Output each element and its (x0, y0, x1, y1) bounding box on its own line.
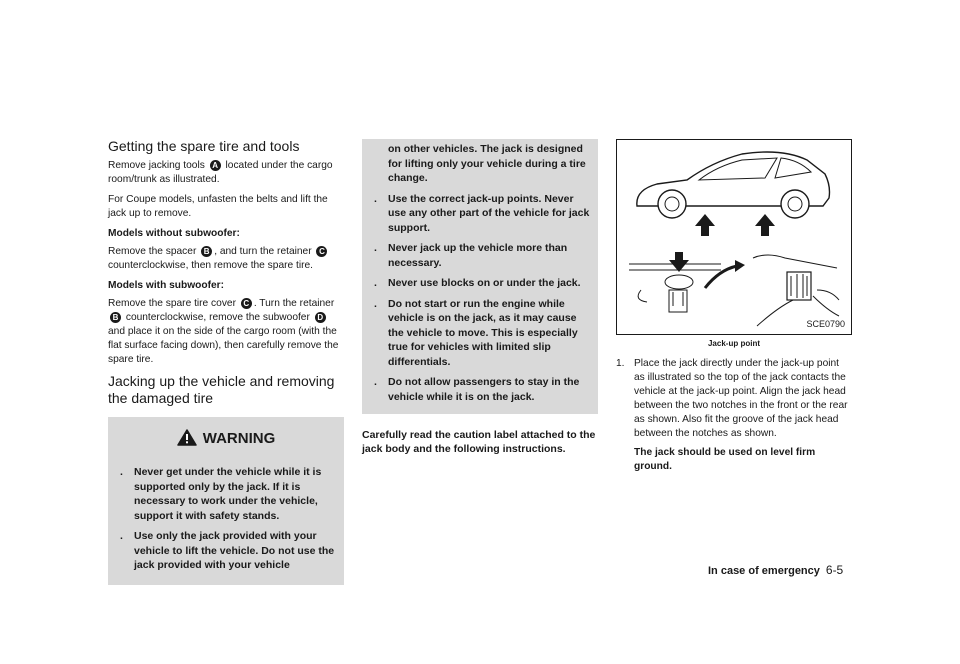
text: . Turn the retainer (253, 298, 335, 309)
jack-body (669, 290, 687, 312)
warning-bullet: . Use the correct jack-up points. Never use any other part of the vehicle for jack support. (374, 192, 590, 234)
section-heading-spare-tire: Getting the spare tire and tools (108, 138, 300, 154)
front-wheel (658, 190, 686, 218)
warning-continued-text (370, 139, 590, 186)
para-with-subwoofer (108, 297, 344, 367)
subheading-with-subwoofer: Models with subwoofer: (108, 280, 225, 291)
jack-head (665, 275, 693, 289)
hand-outline (813, 296, 839, 316)
warning-bullet: . Never jack up the vehicle more than necessary. (370, 241, 590, 270)
text: Do not start or run the engine while vehicle is on the jack, as it may cause the vehicle to move. This is especially true for vehicles with limited slip differentials. (388, 297, 578, 368)
warning-header (116, 429, 336, 449)
para-remove-tools (108, 159, 344, 187)
middle-column (362, 139, 598, 456)
jack-notches (791, 274, 807, 298)
marker-b: B (201, 246, 212, 257)
warning-bullet: . Use only the jack provided with your vehicle to lift the vehicle. Do not use the jack provided with your vehicle (120, 530, 335, 571)
warning-bullet: . Do not allow passengers to stay in the vehicle while it is on the jack. (370, 375, 590, 404)
hand-outline (817, 290, 839, 300)
text: counterclockwise, then remove the spare tire. (108, 260, 313, 271)
curved-arrow (705, 266, 737, 288)
text: Use the correct jack-up points. Never use any other part of the vehicle for jack support. (388, 192, 590, 234)
step-number: 1. (616, 358, 625, 369)
subheading-without-subwoofer: Models without subwoofer: (108, 228, 240, 239)
right-column (616, 139, 852, 474)
text: Never get under the vehicle while it is supported only by the jack. If it is necessary to work under the vehicle, support it with safety stands. (134, 466, 322, 522)
warning-box (108, 417, 344, 585)
curved-arrow-head (735, 260, 745, 272)
warning-triangle-icon (177, 429, 197, 446)
marker-a: A (210, 160, 221, 171)
text: counterclockwise, remove the subwoofer (125, 312, 310, 323)
text: Remove jacking tools (108, 160, 205, 171)
jack-detail (638, 290, 647, 302)
figure-code: SCE0790 (806, 319, 845, 329)
sill-outline (753, 255, 837, 268)
warning-bullet: . Never use blocks on or under the jack. (374, 277, 581, 289)
left-column (108, 138, 344, 585)
warning-bullet: . Do not start or run the engine while vehicle is on the jack, as it may cause the vehicle to move. This is especially true for vehicles with limited slip differentials. (370, 297, 590, 370)
marker-b: B (110, 312, 121, 323)
text: Never use blocks on or under the jack. (388, 277, 581, 289)
text: Never jack up the vehicle more than necessary. (388, 242, 568, 269)
page-footer (708, 563, 843, 577)
car-window-shape (699, 158, 777, 180)
step-body (634, 357, 852, 474)
text: Use only the jack provided with your vehicle to lift the vehicle. Do not use the jack provided with your vehicle (134, 530, 335, 571)
figure-caption: Jack-up point (707, 339, 760, 348)
step-text: Place the jack directly under the jack-up point as illustrated so the top of the jack contacts the vehicle at the jack-up point. Align the jack head between the two notches in the front or the rear as shown. Also fit the groove of the jack head between the notches as shown. (634, 358, 848, 439)
hand-outline (757, 300, 793, 326)
warning-box-continued (362, 139, 598, 414)
jack-point-arrow-front (695, 214, 715, 236)
instruction-step (616, 357, 852, 474)
warning-bullet: . Never get under the vehicle while it is supported only by the jack. If it is necessary to work under the vehicle, support it with safety stands. (116, 465, 336, 523)
text: Do not allow passengers to stay in the vehicle while it is on the jack. (388, 376, 580, 403)
down-arrow (669, 252, 689, 272)
text: and place it on the side of the cargo room (with the flat surface facing down), then carefully remove the spare tire. (108, 326, 339, 365)
text: located under the cargo room/trunk as illustrated. (108, 160, 333, 185)
para-coupe: For Coupe models, unfasten the belts and lift the jack up to remove. (108, 194, 328, 219)
marker-c: C (316, 246, 327, 257)
page-number: 6-5 (825, 563, 844, 577)
warning-title: WARNING (202, 430, 276, 447)
text: on other vehicles. The jack is designed for lifting only your vehicle during a tire change. (388, 143, 586, 184)
marker-d: D (315, 312, 326, 323)
text: , and turn the retainer (214, 246, 312, 257)
jack-point-arrow-rear (755, 214, 775, 236)
text: Remove the spacer (108, 246, 197, 257)
text: Remove the spare tire cover (108, 298, 236, 309)
step-bold-note: The jack should be used on level firm ground. (634, 447, 816, 472)
marker-c: C (241, 298, 252, 309)
jack-detail (673, 292, 683, 306)
caution-instruction: Carefully read the caution label attached to the jack body and the following instructions. (362, 429, 596, 455)
jack-up-illustration (616, 139, 852, 335)
car-jack-diagram (617, 140, 851, 334)
footer-section: In case of emergency (708, 565, 820, 577)
car-rear-window-shape (775, 158, 811, 178)
para-without-subwoofer (108, 245, 344, 273)
rear-wheel (781, 190, 809, 218)
section-heading-jacking: Jacking up the vehicle and removing the damaged tire (108, 373, 335, 406)
